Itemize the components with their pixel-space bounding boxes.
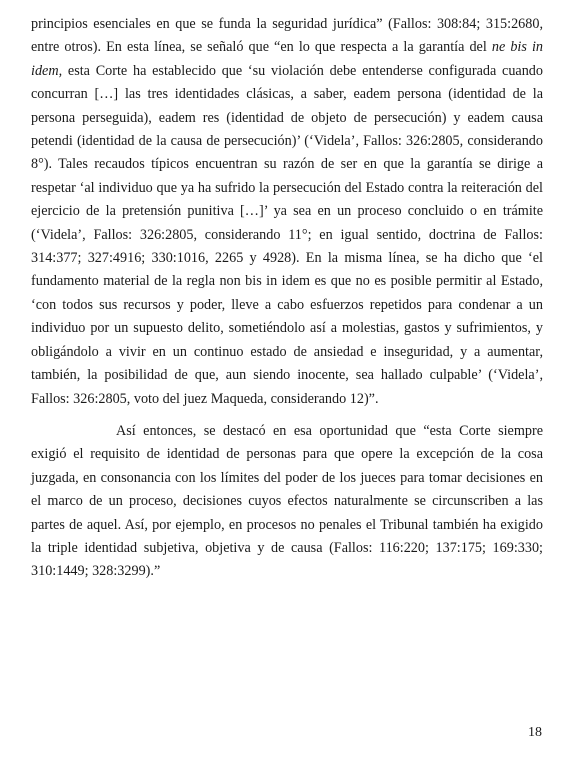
- paragraph-1: [31, 13, 543, 411]
- paragraph-1-text-run-3: esta Corte ha establecido que ‘su violación debe entenderse configurada cuando concurran […] las tres identidades clásicas, a saber, eadem persona (identidad de la persona perseguida), eadem res (identidad de objeto de persecución) y eadem causa petendi (identidad de la causa de persecución)’ (‘Videla’, Fallos: 326:2805, considerando 8°). Tales recaudos típicos encuentran su razón de ser en que la garantía se dirige a respetar ‘al individuo que ya ha sufrido la persecución del Estado contra la reiteración del ejercicio de la pretensión punitiva […]’ ya sea en un proceso concluido o en trámite (‘Videla’, Fallos: 326:2805, considerando 11°; en igual sentido, doctrina de Fallos: 314:377; 327:4916; 330:1016, 2265 y 4928). En la misma línea, se ha dicho que ‘el fundamento material de la regla non bis in idem es que no es posible permitir al Estado, ‘con todos sus recursos y poder, lleve a cabo esfuerzos repetidos para condenar a un individuo por un supuesto delito, sometiéndolo así a molestias, gastos y sufrimientos, y obligándolo a vivir en un continuo estado de ansiedad e inseguridad, y a aumentar, también, la posibilidad de que, aun siendo inocente, sea hallado culpable’ (‘Videla’, Fallos: 326:2805, voto del juez Maqueda, considerando 12)”.: [31, 62, 543, 407]
- paragraph-1-italic-ne-bis-in-idem: ne bis in idem,: [31, 39, 544, 79]
- paragraph-2-text-run-1: Así entonces, se destacó en esa oportunidad que “esta Corte siempre exigió el requisito de identidad de personas para que opere la excepción de la cosa juzgada, en consonancia con los límites del poder de los jueces para tomar decisiones en el marco de un proceso, decisiones cuyos efectos naturalmente se circunscriben a las partes de aquel. Así, por ejemplo, en procesos no penales el Tribunal también ha exigido la triple identidad subjetiva, objetiva y de causa (Fallos: 116:220; 137:175; 169:330; 310:1449; 328:3299).”: [31, 422, 543, 580]
- paragraph-2: [31, 420, 543, 584]
- document-body: [31, 13, 543, 584]
- page-number: 18: [528, 725, 542, 740]
- paragraph-1-text-run-1: principios esenciales en que se funda la seguridad jurídica” (Fallos: 308:84; 315:2680, entre otros). En esta línea, se señaló que “en lo que respecta a la garantía del: [31, 16, 543, 56]
